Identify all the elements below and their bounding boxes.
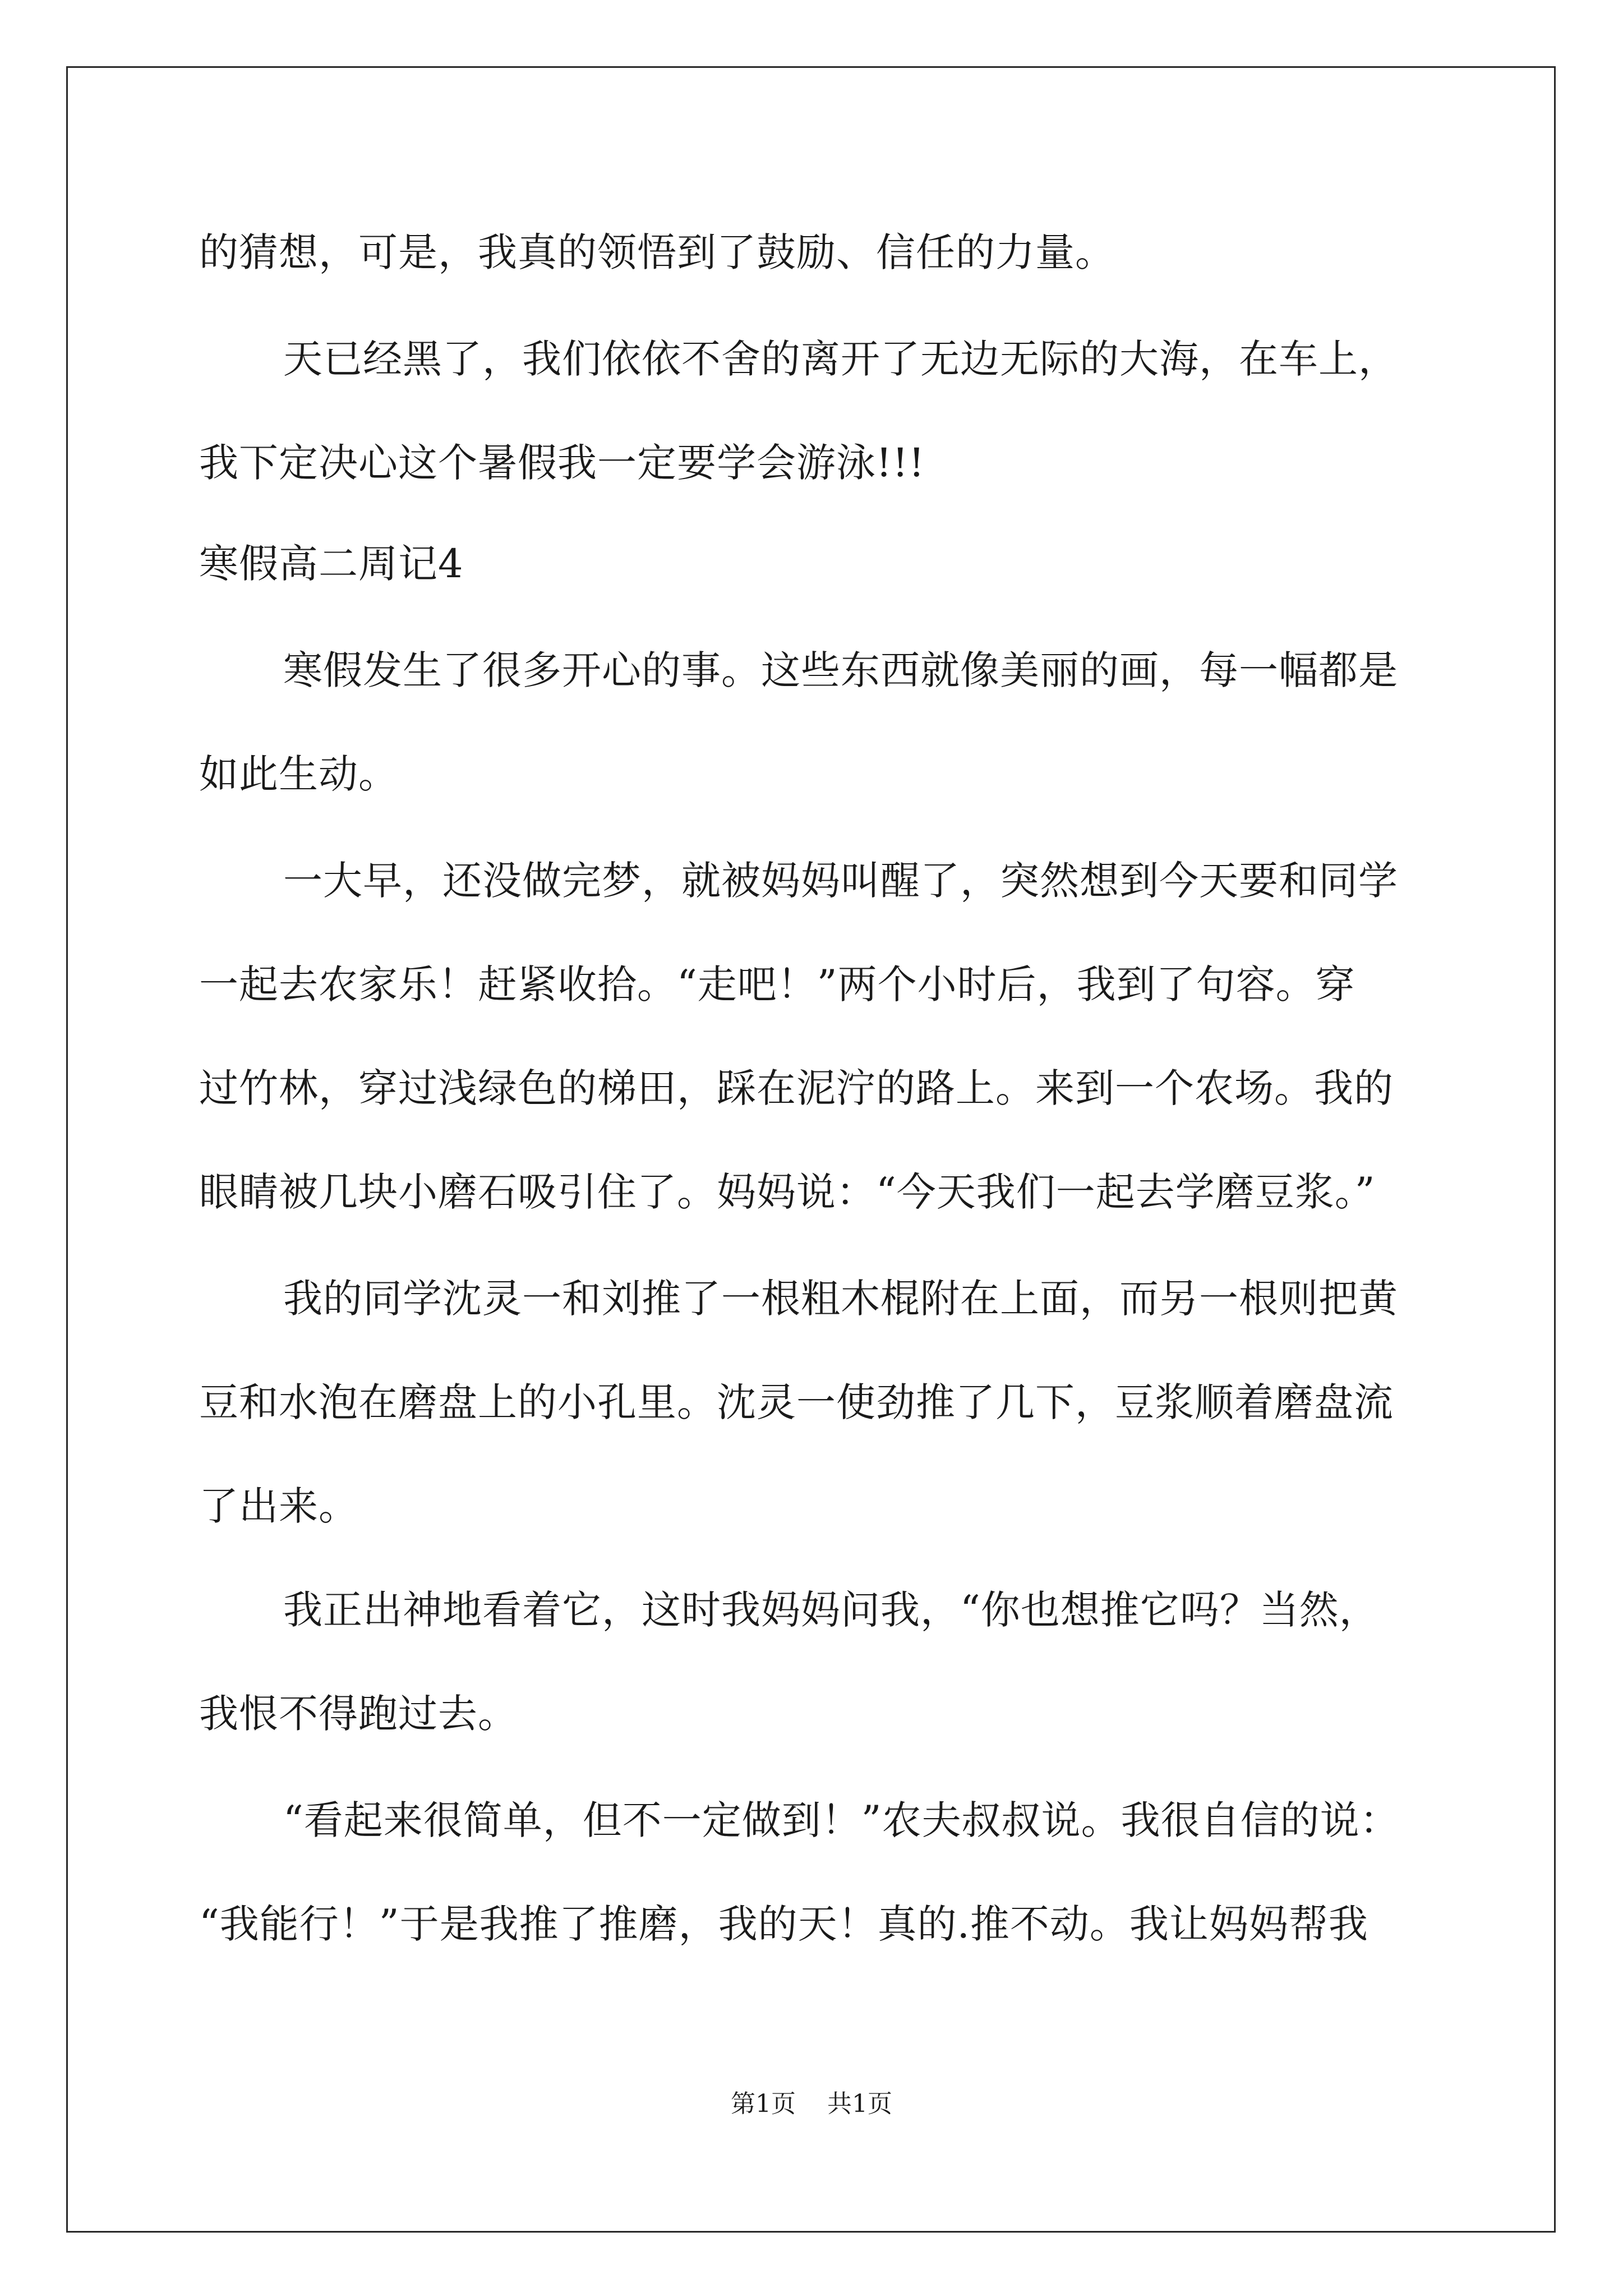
text-line: 我正出神地看着它，这时我妈妈问我，“你也想推它吗？当然， (283, 1587, 1379, 1633)
section-heading: 寒假高二周记4 (199, 541, 464, 587)
text-line: 天已经黑了，我们依依不舍的离开了无边无际的大海，在车上， (283, 336, 1398, 382)
page-footer: 第1页 共1页 (731, 2090, 892, 2118)
text-line: 一起去农家乐！赶紧收拾。“走吧！”两个小时后，我到了句容。穿 (199, 961, 1355, 1007)
text-line: 了出来。 (199, 1483, 358, 1529)
text-line: 寒假发生了很多开心的事。这些东西就像美丽的画，每一幅都是 (283, 647, 1398, 693)
text-line: 我下定决心这个暑假我一定要学会游泳!!! (199, 440, 925, 486)
text-line: 眼睛被几块小磨石吸引住了。妈妈说：“今天我们一起去学磨豆浆。” (199, 1169, 1376, 1215)
text-line: 我的同学沈灵一和刘推了一根粗木棍附在上面，而另一根则把黄 (283, 1276, 1398, 1322)
text-line: 我恨不得跑过去。 (199, 1691, 518, 1737)
text-line: 过竹林，穿过浅绿色的梯田，踩在泥泞的路上。来到一个农场。我的 (199, 1065, 1394, 1111)
text-line: “看起来很简单，但不一定做到！”农夫叔叔说。我很自信的说： (283, 1797, 1400, 1843)
text-line: 如此生动。 (199, 751, 398, 797)
text-line: 一大早，还没做完梦，就被妈妈叫醒了，突然想到今天要和同学 (283, 858, 1398, 904)
text-line: 的猜想，可是，我真的领悟到了鼓励、信任的力量。 (199, 229, 1115, 275)
text-line: “我能行！”于是我推了推磨，我的天！真的.推不动。我让妈妈帮我 (199, 1901, 1368, 1947)
text-line: 豆和水泡在磨盘上的小孔里。沈灵一使劲推了几下，豆浆顺着磨盘流 (199, 1379, 1394, 1425)
